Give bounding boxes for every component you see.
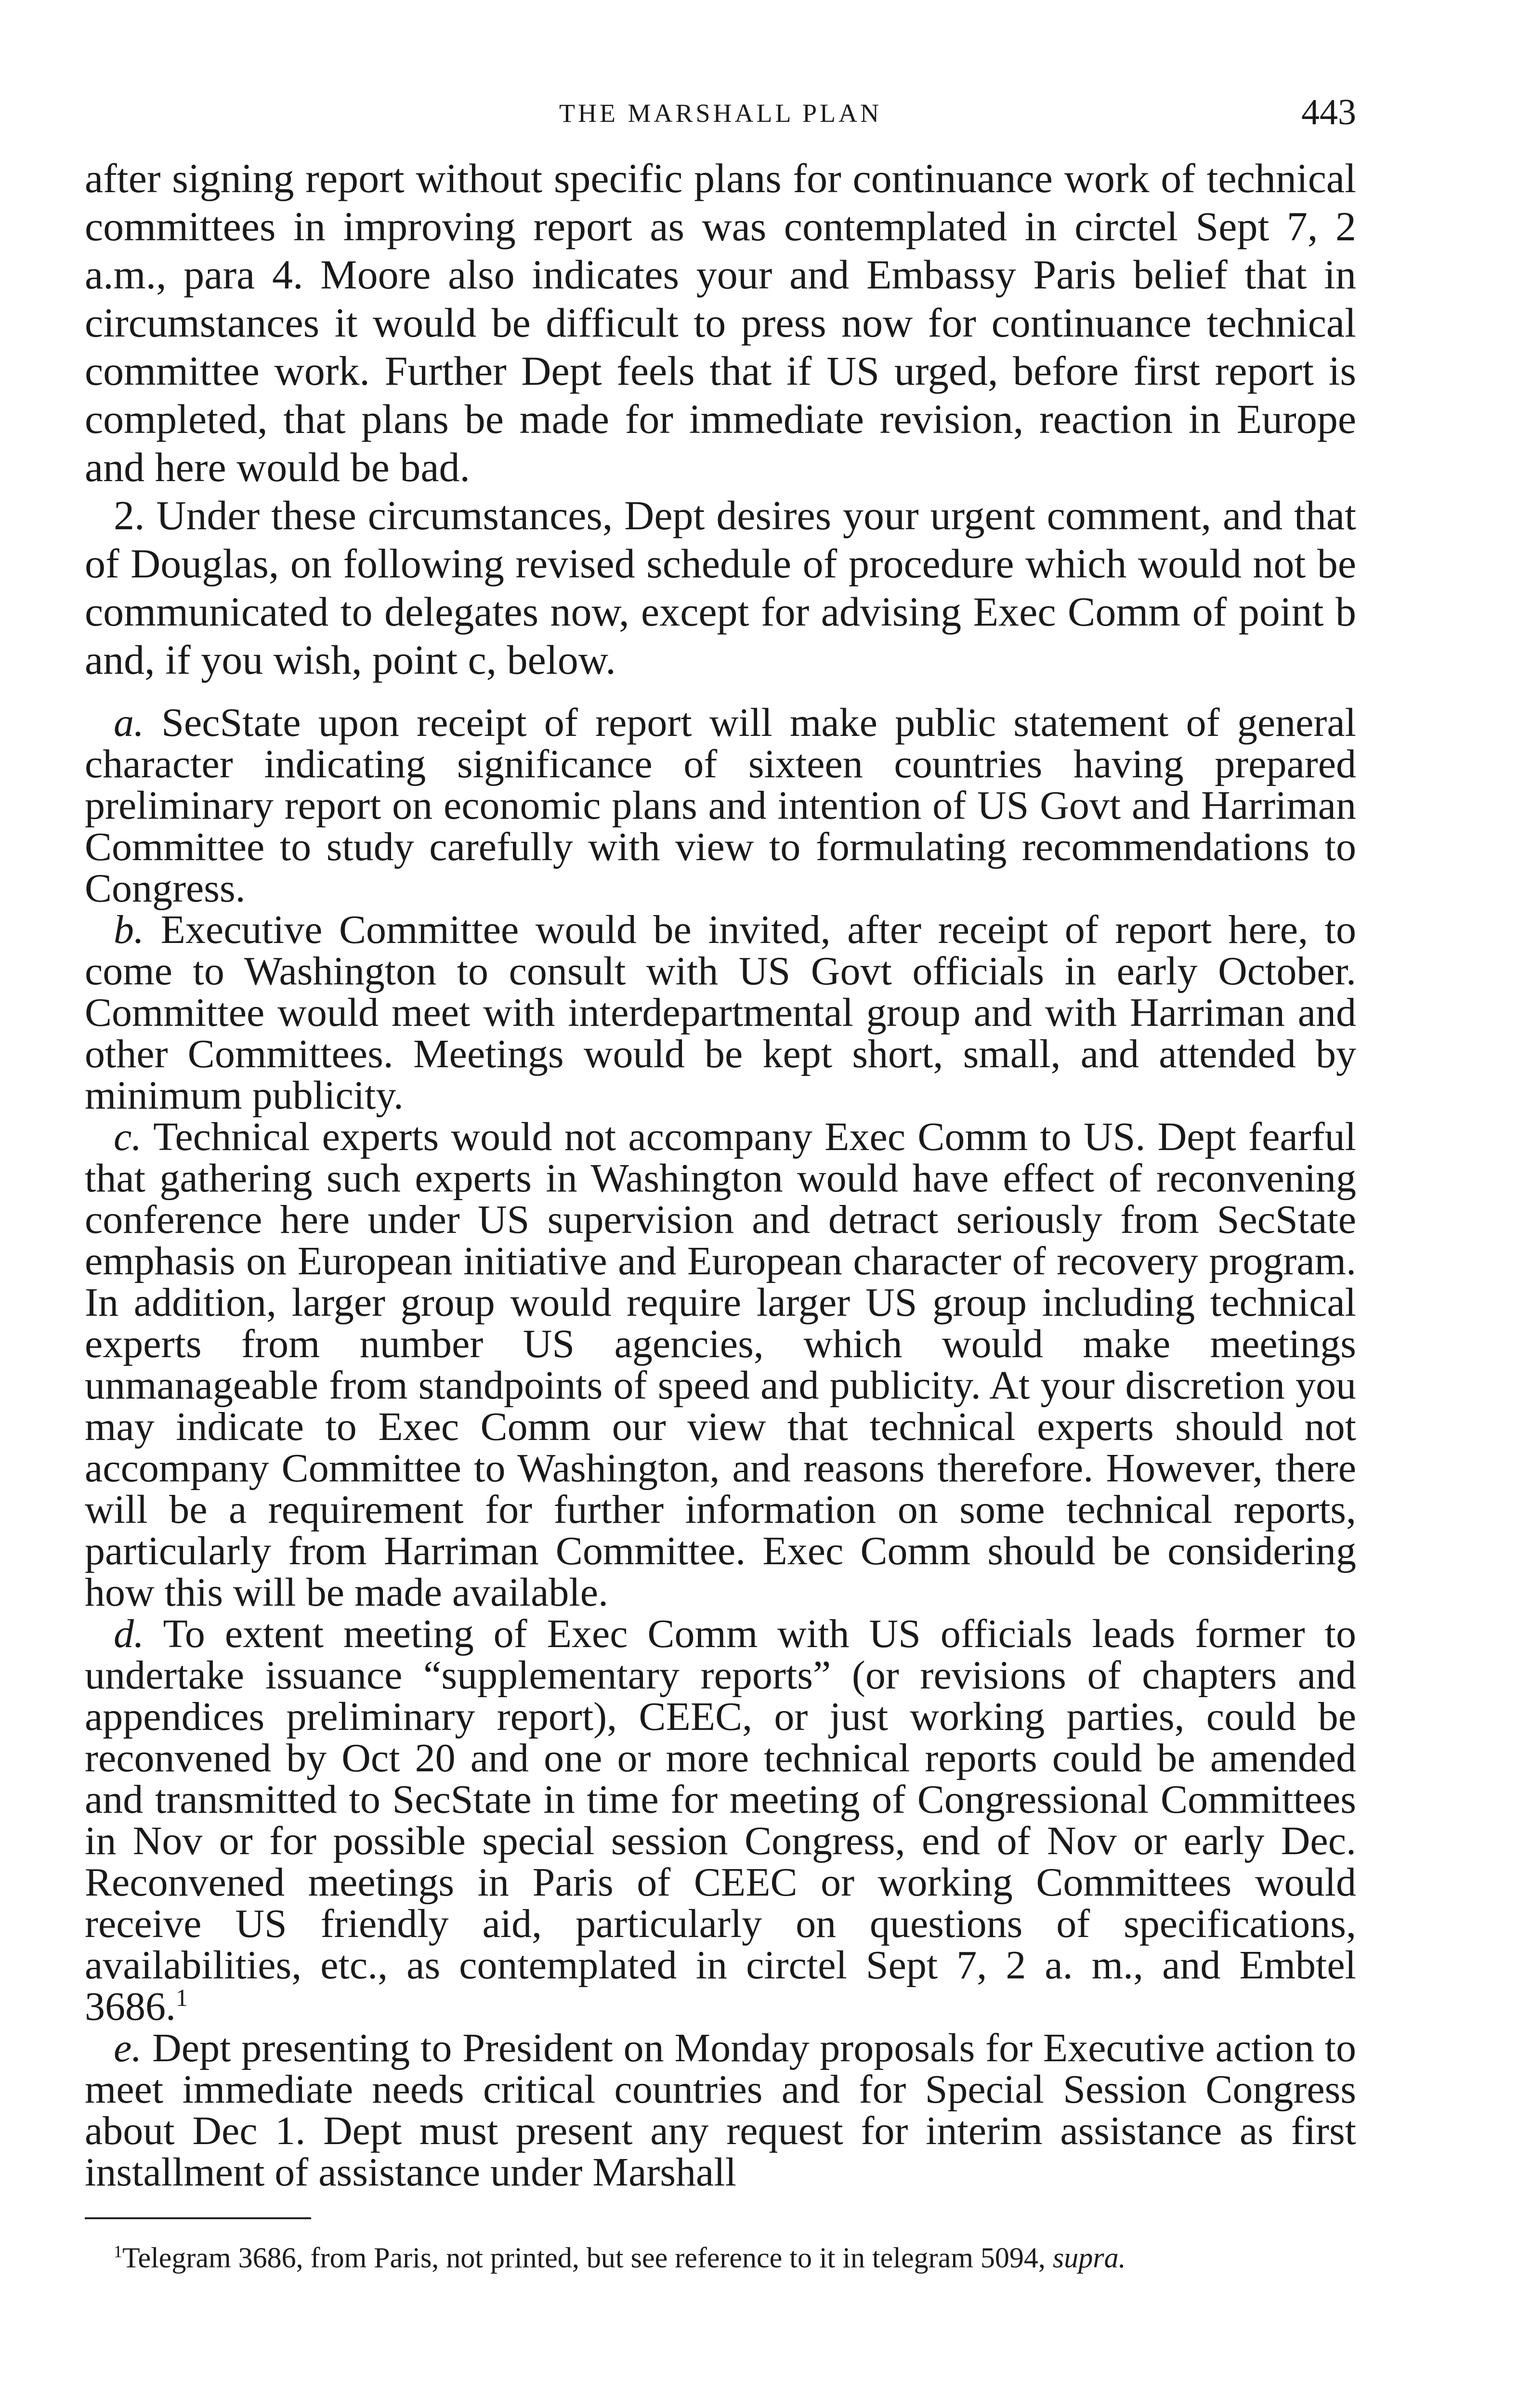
footnote-divider — [85, 2217, 311, 2219]
point-letter: c. — [114, 1114, 142, 1159]
footnote-marker: 1 — [114, 2242, 122, 2261]
point-letter: d. — [114, 1611, 144, 1656]
body-text — [85, 154, 1356, 684]
paragraph-continued: after signing report without specific plans for continuance work of technical committees in improving report as was contemplated in circtel Sept 7, 2 a.m., para 4. Moore also indicates your and Embassy Paris belief that in circumstances it would be difficult to press now for continuance technical committee work. Further Dept feels that if US urged, before first report is completed, that plans be made for immediate revision, reaction in Europe and here would be bad. — [85, 155, 1356, 490]
point-letter: b. — [114, 907, 144, 952]
paragraph-2: 2. Under these circumstances, Dept desires your urgent comment, and that of Douglas, on following revised schedule of procedure which would not be communicated to delegates now, except for advising Exec Comm of point b and, if you wish, point c, below. — [85, 492, 1356, 683]
point-text: To extent meeting of Exec Comm with US officials leads former to undertake issuance “supplementary reports” (or revisions of chapters and appendices preliminary report), CEEC, or just working parties, could be reconvened by Oct 20 and one or more technical reports could be amended and transmitted to SecState in time for meeting of Congressional Committees in Nov or for possible special session Congress, end of Nov or early Dec. Reconvened meetings in Paris of CEEC or working Committees would receive US friendly aid, particularly on questions of specifications, availabilities, etc., as contemplated in circtel Sept 7, 2 a. m., and Embtel 3686. — [85, 1611, 1356, 2029]
footnote-supra: supra. — [1052, 2242, 1126, 2274]
running-title: THE MARSHALL PLAN — [559, 99, 882, 128]
point-letter: a. — [114, 700, 144, 745]
point-c — [85, 1116, 1356, 1613]
footnote-text: Telegram 3686, from Paris, not printed, but see reference to it in telegram 5094, — [122, 2242, 1053, 2274]
footnote — [85, 2238, 1356, 2277]
point-b — [85, 909, 1356, 1116]
point-text: Technical experts would not accompany Exec Comm to US. Dept fearful that gathering such experts in Washington would have effect of reconvening conference here under US supervision and detract seriously from SecState emphasis on European initiative and European character of recovery program. In addition, larger group would require larger US group including technical experts from number US agencies, which would make meetings unmanageable from standpoints of speed and publicity. At your discretion you may indicate to Exec Comm our view that technical experts should not accompany Committee to Washington, and reasons therefore. However, there will be a requirement for further information on some technical reports, particularly from Harriman Committee. Exec Comm should be considering how this will be made available. — [85, 1114, 1357, 1615]
point-d — [85, 1613, 1356, 2028]
document-page — [85, 92, 1356, 2277]
footnote-reference: 1 — [176, 1984, 188, 2011]
point-text: SecState upon receipt of report will make public statement of general character indicating significance of sixteen countries having prepared preliminary report on economic plans and intention of US Govt and Harriman Committee to study carefully with view to formulating recommendations to Congress. — [85, 700, 1357, 911]
running-head — [85, 92, 1356, 135]
point-text: Executive Committee would be invited, after receipt of report here, to come to Washington to consult with US Govt officials in early October. Committee would meet with interdepartmental group and with Harriman and other Committees. Meetings would be kept short, small, and attended by minimum publicity. — [85, 907, 1356, 1118]
point-e — [85, 2028, 1356, 2193]
procedure-points — [85, 702, 1356, 2193]
point-text: Dept presenting to President on Monday proposals for Executive action to meet immediate needs critical countries and for Special Session Congress about Dec 1. Dept must present any request for interim assistance as first installment of assistance under Marshall — [85, 2026, 1357, 2195]
point-letter: e. — [114, 2026, 142, 2070]
point-a — [85, 702, 1356, 909]
page-number: 443 — [1301, 92, 1356, 132]
